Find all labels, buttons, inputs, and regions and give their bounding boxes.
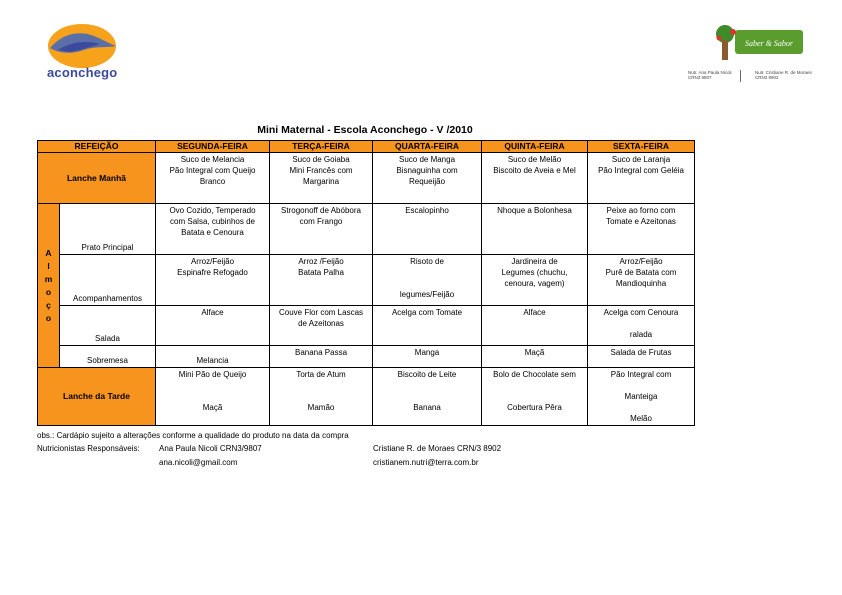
table-row xyxy=(38,255,695,306)
almoco-label xyxy=(38,204,60,368)
footer-note: obs.: Cardápio sujeito a alterações conforme a qualidade do produto na data da compra xyxy=(37,431,349,440)
table-row xyxy=(38,346,695,368)
menu-cell: Arroz/Feijão Espinafre Refogado xyxy=(156,255,270,306)
menu-cell: Strogonoff de Abóbora com Frango xyxy=(270,204,373,255)
menu-cell: Suco de Goiaba Mini Francês com Margarina xyxy=(270,153,373,204)
menu-cell: Nhoque a Bolonhesa xyxy=(482,204,588,255)
menu-cell: Jardineira de Legumes (chuchu, cenoura, vagem) xyxy=(482,255,588,306)
column-header: TERÇA-FEIRA xyxy=(270,141,373,153)
menu-cell: Suco de Manga Bisnaguinha com Requeijão xyxy=(373,153,482,204)
menu-cell: Suco de Melancia Pão Integral com Queijo Branco xyxy=(156,153,270,204)
column-header: QUARTA-FEIRA xyxy=(373,141,482,153)
menu-cell: Ovo Cozido, Temperado com Salsa, cubinhos de Batata e Cenoura xyxy=(156,204,270,255)
menu-cell: Torta de Atum Mamão xyxy=(270,368,373,426)
column-header: QUINTA-FEIRA xyxy=(482,141,588,153)
menu-cell: Couve Flor com Lascas de Azeitonas xyxy=(270,306,373,346)
row-label-acompanhamentos: Acompanhamentos xyxy=(60,255,156,306)
menu-cell: Escalopinho xyxy=(373,204,482,255)
almoco-vertical-text: A l m o ç o xyxy=(44,247,53,323)
footer-nutri1-email: ana.nicoli@gmail.com xyxy=(159,458,238,467)
column-header: REFEIÇÃO xyxy=(38,141,156,153)
footer-nutri1-name: Ana Paula Nicoli CRN3/9807 xyxy=(159,444,262,453)
table-row xyxy=(38,306,695,346)
menu-cell: Acelga com Tomate xyxy=(373,306,482,346)
menu-cell: Arroz /Feijão Batata Palha xyxy=(270,255,373,306)
menu-cell: Biscoito de Leite Banana xyxy=(373,368,482,426)
aconchego-logo-text: aconchego xyxy=(47,65,118,80)
menu-cell: Risoto de legumes/Feijão xyxy=(373,255,482,306)
logo-caption-right: Nutr. Cristiane R. de Moraes CRN3 8902 xyxy=(755,70,812,80)
saber-sabor-logo xyxy=(713,22,805,66)
footer-nutri2-email: cristianem.nutri@terra.com.br xyxy=(373,458,479,467)
saber-sabor-logo-text: Saber & Sabor xyxy=(745,39,793,48)
row-label-sobremesa: Sobremesa xyxy=(60,346,156,368)
page-title: Mini Maternal - Escola Aconchego - V /2010 xyxy=(257,124,473,136)
table-row xyxy=(38,153,695,204)
menu-cell: Mini Pão de Queijo Maçã xyxy=(156,368,270,426)
column-header: SEXTA-FEIRA xyxy=(588,141,695,153)
column-header: SEGUNDA-FEIRA xyxy=(156,141,270,153)
menu-cell: Maçã xyxy=(482,346,588,368)
table-row xyxy=(38,368,695,426)
menu-cell: Arroz/Feijão Purê de Batata com Mandioquinha xyxy=(588,255,695,306)
row-label-lanche-tarde: Lanche da Tarde xyxy=(38,368,156,426)
menu-cell: Alface xyxy=(482,306,588,346)
menu-table xyxy=(37,140,695,426)
menu-cell: Alface xyxy=(156,306,270,346)
menu-cell: Peixe ao forno com Tomate e Azeitonas xyxy=(588,204,695,255)
menu-cell: Suco de Melão Biscoito de Aveia e Mel xyxy=(482,153,588,204)
logo-caption-left: Nutr. Ana Paula Nicoli CRN3 9807 xyxy=(688,70,732,80)
row-label-lanche-manha: Lanche Manhã xyxy=(38,153,156,204)
menu-cell: Salada de Frutas xyxy=(588,346,695,368)
menu-cell: Acelga com Cenoura ralada xyxy=(588,306,695,346)
menu-cell: Suco de Laranja Pão Integral com Geléia xyxy=(588,153,695,204)
logo-caption-divider xyxy=(740,70,741,82)
table-header-row xyxy=(38,141,695,153)
menu-cell: Banana Passa xyxy=(270,346,373,368)
menu-cell: Bolo de Chocolate sem Cobertura Pêra xyxy=(482,368,588,426)
row-label-prato-principal: Prato Principal xyxy=(60,204,156,255)
footer-nutri2-name: Cristiane R. de Moraes CRN/3 8902 xyxy=(373,444,502,453)
row-label-salada: Salada xyxy=(60,306,156,346)
table-row xyxy=(38,204,695,255)
menu-cell: Melancia xyxy=(156,346,270,368)
footer-nutri-label: Nutricionistas Responsáveis: xyxy=(37,444,140,453)
menu-cell: Manga xyxy=(373,346,482,368)
menu-cell: Pão Integral com Manteiga Melão xyxy=(588,368,695,426)
